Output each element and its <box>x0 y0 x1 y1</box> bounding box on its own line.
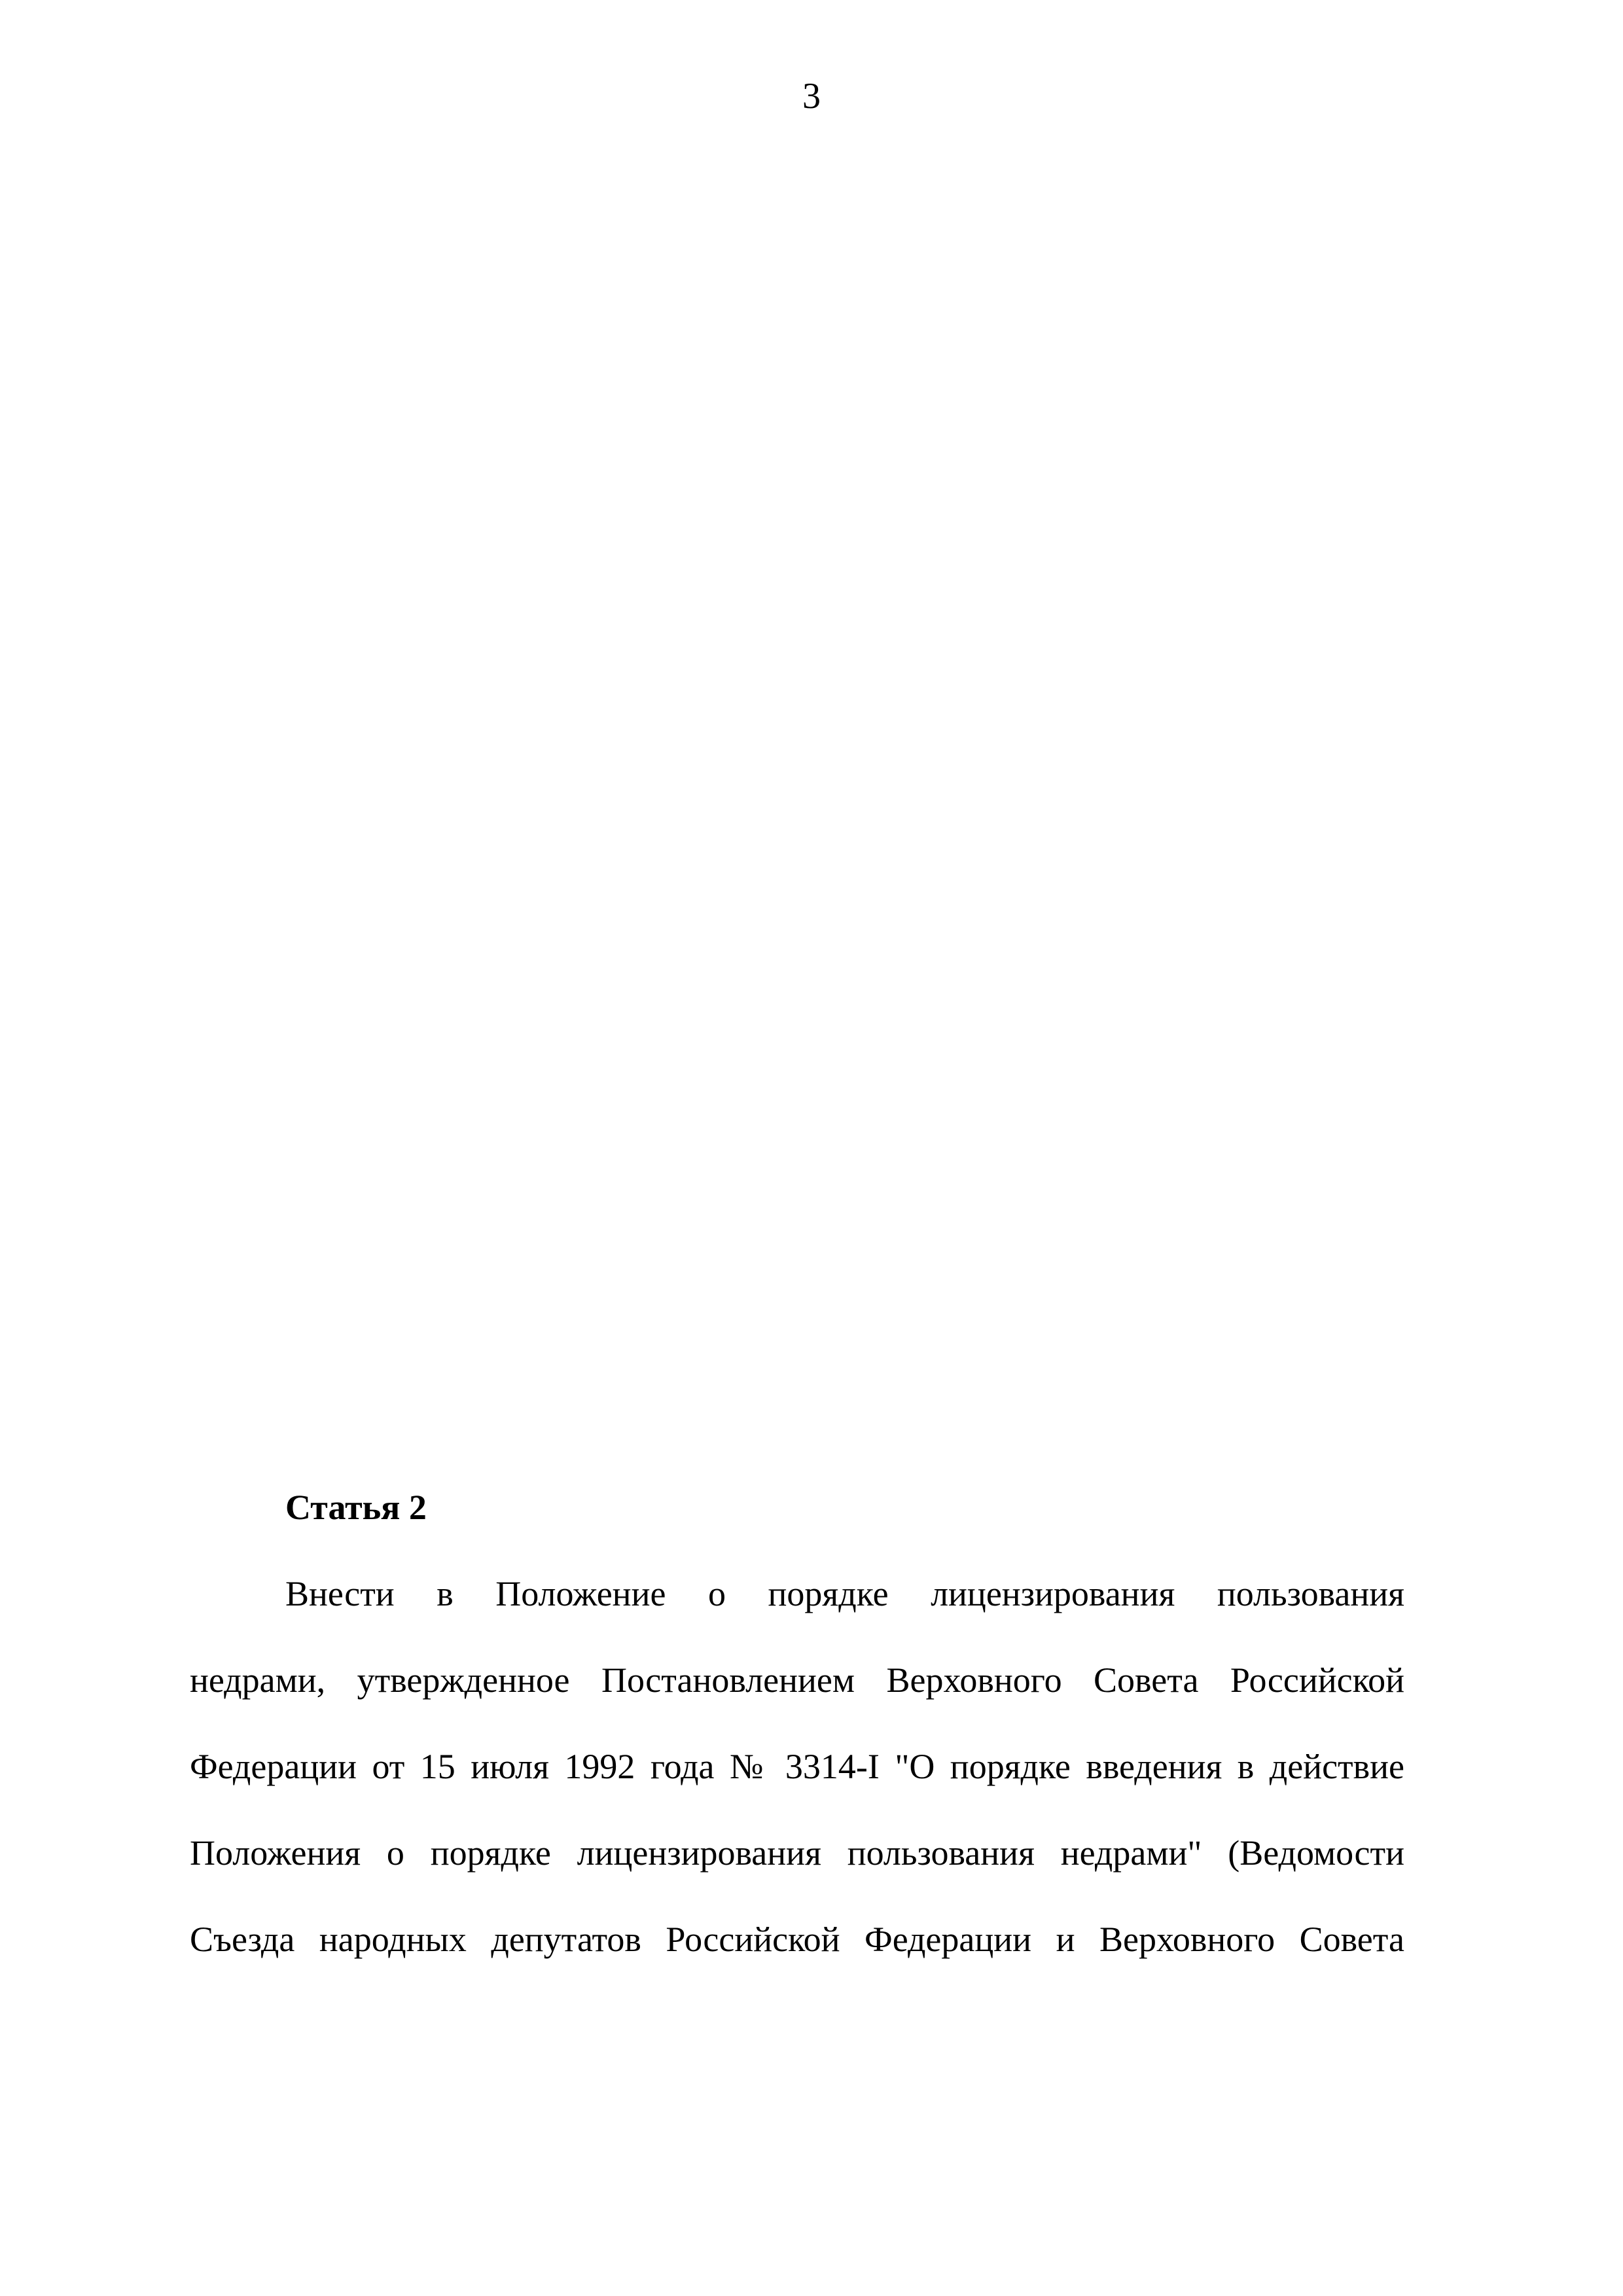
page-number: 3 <box>802 76 821 117</box>
paragraph-line: Федерации от 15 июля 1992 года № 3314-I "О порядке введения в действие <box>190 1747 1404 1786</box>
paragraph-line: Положения о порядке лицензирования пользования недрами" (Ведомости <box>190 1833 1404 1873</box>
paragraph-line: недрами, утвержденное Постановлением Верховного Совета Российской <box>190 1660 1404 1700</box>
article-heading: Статья 2 <box>285 1488 427 1527</box>
paragraph-line: Внести в Положение о порядке лицензирования пользования <box>285 1574 1404 1613</box>
paragraph-line: Съезда народных депутатов Российской Федерации и Верховного Совета <box>190 1920 1404 1959</box>
